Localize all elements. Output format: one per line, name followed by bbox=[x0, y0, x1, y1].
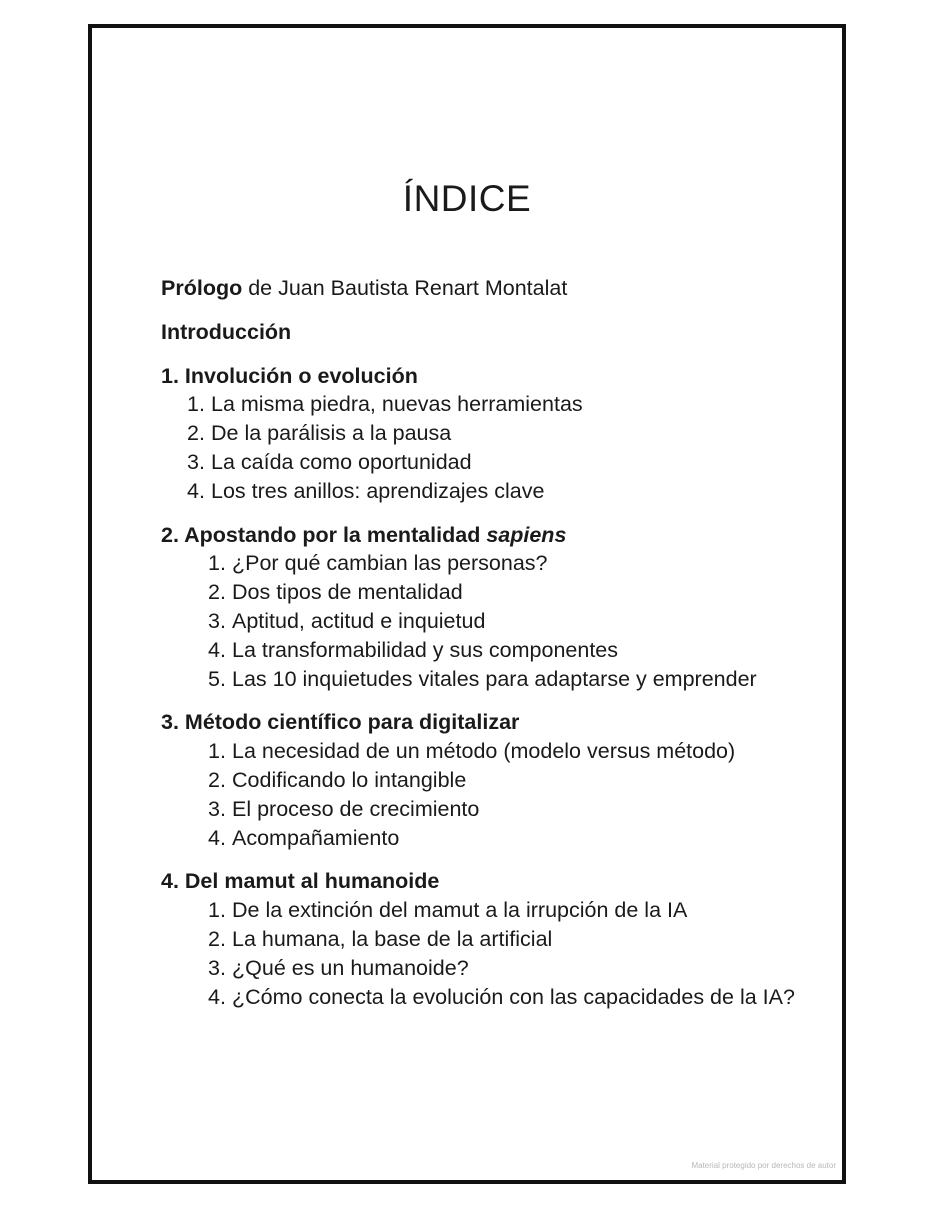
chapter-item: 3. ¿Qué es un humanoide? bbox=[208, 955, 469, 980]
chapter-item: 1. ¿Por qué cambian las personas? bbox=[208, 551, 548, 576]
chapter-title: 3. Método científico para digitalizar bbox=[161, 710, 520, 735]
chapter-item: 3. Aptitud, actitud e inquietud bbox=[208, 608, 486, 633]
chapter-title: 1. Involución o evolución bbox=[161, 363, 418, 388]
chapter-item: 5. Las 10 inquietudes vitales para adaptarse y emprender bbox=[208, 666, 757, 691]
chapter-item: 2. La humana, la base de la artificial bbox=[208, 926, 553, 951]
chapter-title: 2. Apostando por la mentalidad sapiens bbox=[161, 522, 567, 547]
chapter-item: 3. La caída como oportunidad bbox=[187, 449, 472, 474]
chapter-item: 1. La misma piedra, nuevas herramientas bbox=[187, 392, 583, 417]
prologo-author: de Juan Bautista Renart Montalat bbox=[242, 276, 568, 300]
chapter-3 bbox=[161, 708, 801, 852]
chapter-1 bbox=[161, 362, 801, 506]
chapter-2 bbox=[161, 521, 801, 694]
chapter-4 bbox=[161, 867, 801, 1011]
chapter-item: 1. La necesidad de un método (modelo versus método) bbox=[208, 739, 736, 764]
chapter-items bbox=[161, 390, 801, 505]
chapter-item: 2. Dos tipos de mentalidad bbox=[208, 580, 463, 605]
page-frame bbox=[88, 24, 846, 1184]
chapter-item: 4. La transformabilidad y sus componentes bbox=[208, 637, 619, 662]
prologo-label: Prólogo bbox=[161, 276, 243, 300]
page-title: ÍNDICE bbox=[402, 178, 532, 219]
chapter-item: 2. De la parálisis a la pausa bbox=[187, 421, 452, 446]
toc-entry-prologo bbox=[161, 274, 801, 303]
chapter-item: 4. Los tres anillos: aprendizajes clave bbox=[187, 478, 545, 503]
chapter-item: 1. De la extinción del mamut a la irrupción de la IA bbox=[208, 898, 688, 923]
chapter-items bbox=[161, 737, 801, 852]
chapter-item: 2. Codificando lo intangible bbox=[208, 767, 467, 792]
copyright-watermark: Material protegido por derechos de autor bbox=[691, 1161, 836, 1170]
toc-entry-introduccion: Introducción bbox=[161, 319, 292, 344]
chapter-title: 4. Del mamut al humanoide bbox=[161, 869, 440, 894]
chapter-item: 4. Acompañamiento bbox=[208, 825, 400, 850]
chapter-item: 4. ¿Cómo conecta la evolución con las capacidades de la IA? bbox=[208, 984, 795, 1009]
table-of-contents bbox=[161, 274, 801, 1011]
chapter-items bbox=[161, 549, 801, 693]
chapter-item: 3. El proceso de crecimiento bbox=[208, 796, 480, 821]
chapter-items bbox=[161, 896, 801, 1011]
